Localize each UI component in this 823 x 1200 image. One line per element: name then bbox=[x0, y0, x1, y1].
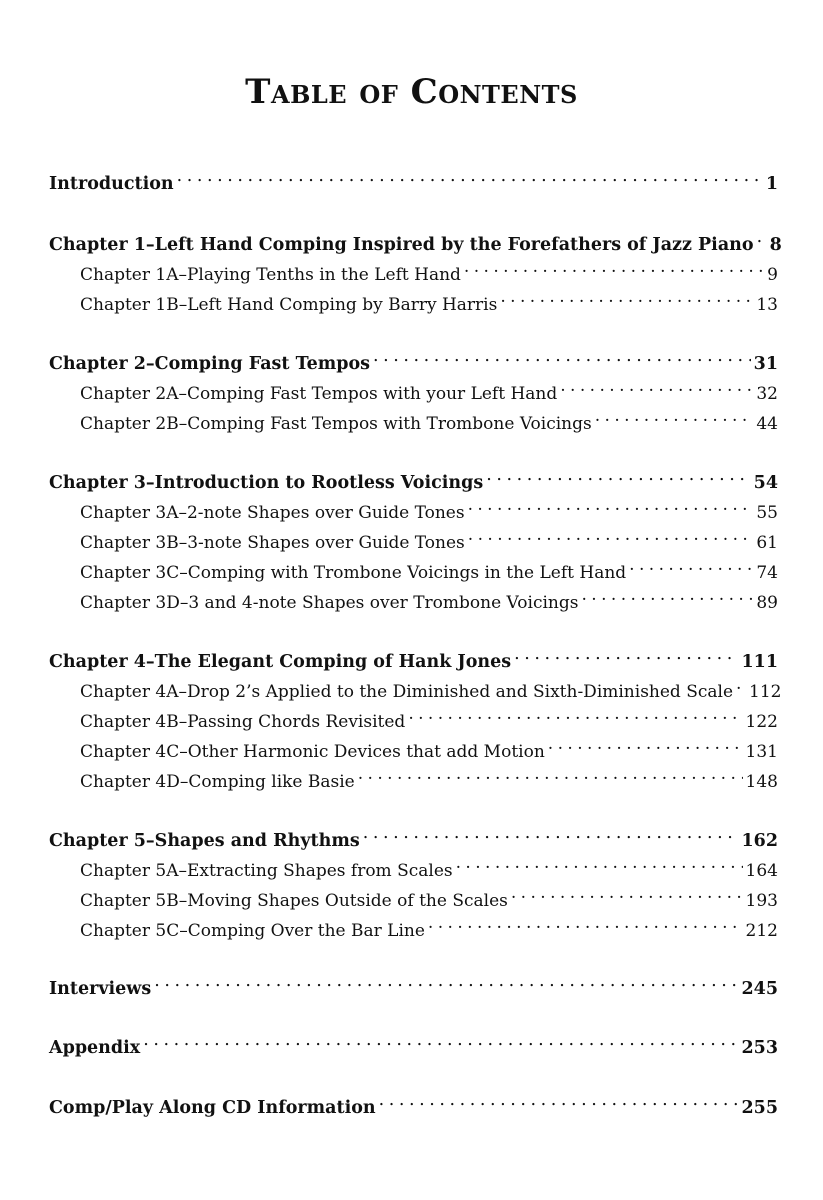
toc-entry-chapter-3b[interactable] bbox=[80, 522, 778, 553]
toc-entry-label: Chapter 2B–Comping Fast Tempos with Trombone Voicings bbox=[80, 414, 592, 434]
toc-entry-chapter-3[interactable] bbox=[49, 462, 778, 493]
toc-entry-chapter-1a[interactable] bbox=[80, 254, 778, 285]
leader-dots bbox=[154, 968, 738, 994]
toc-entry-label: Chapter 1B–Left Hand Comping by Barry Harris bbox=[80, 295, 498, 315]
toc-entry-page: 148 bbox=[745, 772, 778, 792]
toc-entry-label: Appendix bbox=[49, 1038, 141, 1058]
toc-entry-appendix[interactable] bbox=[49, 1027, 778, 1058]
toc-entry-page: 131 bbox=[745, 742, 778, 762]
toc-entry-label: Chapter 4D–Comping like Basie bbox=[80, 772, 355, 792]
toc-entry-label: Chapter 4B–Passing Chords Revisited bbox=[80, 712, 406, 732]
toc-entry-chapter-3d[interactable] bbox=[80, 582, 778, 613]
toc-entry-page: 122 bbox=[745, 712, 778, 732]
toc-entry-label: Chapter 5B–Moving Shapes Outside of the Scales bbox=[80, 891, 508, 911]
toc-entry-label: Chapter 3–Introduction to Rootless Voicings bbox=[49, 473, 484, 493]
toc-entry-cd-information[interactable] bbox=[49, 1087, 778, 1118]
leader-dots bbox=[373, 343, 751, 369]
toc-entry-page: 54 bbox=[753, 473, 778, 493]
toc-entry-chapter-4c[interactable] bbox=[80, 731, 778, 762]
toc-entry-label: Chapter 1–Left Hand Comping Inspired by the Forefathers of Jazz Piano bbox=[49, 235, 754, 255]
toc-entry-page: 74 bbox=[756, 563, 778, 583]
toc-entry-label: Comp/Play Along CD Information bbox=[49, 1098, 376, 1118]
toc-entry-page: 162 bbox=[741, 831, 778, 851]
toc-entry-page: 112 bbox=[749, 682, 782, 702]
toc-entry-page: 111 bbox=[741, 652, 778, 672]
toc-entry-chapter-3c[interactable] bbox=[80, 552, 778, 583]
toc-entry-chapter-4[interactable] bbox=[49, 641, 778, 672]
toc-entry-chapter-2a[interactable] bbox=[80, 373, 778, 404]
toc-entry-label: Chapter 1A–Playing Tenths in the Left Hand bbox=[80, 265, 461, 285]
leader-dots bbox=[581, 582, 753, 608]
toc-entry-chapter-5a[interactable] bbox=[80, 850, 778, 881]
toc-entry-label: Chapter 3A–2-note Shapes over Guide Tones bbox=[80, 503, 465, 523]
toc-entry-label: Interviews bbox=[49, 979, 152, 999]
leader-dots bbox=[548, 731, 743, 757]
toc-entry-label: Chapter 3C–Comping with Trombone Voicings in the Left Hand bbox=[80, 563, 627, 583]
leader-dots bbox=[595, 403, 754, 429]
toc-entry-page: 61 bbox=[756, 533, 778, 553]
toc-entry-label: Chapter 4A–Drop 2’s Applied to the Diminished and Sixth-Diminished Scale bbox=[80, 682, 734, 702]
toc-entry-chapter-4a[interactable] bbox=[80, 671, 782, 702]
leader-dots bbox=[358, 761, 743, 787]
toc-entry-label: Chapter 4C–Other Harmonic Devices that add Motion bbox=[80, 742, 545, 762]
toc-entry-page: 13 bbox=[756, 295, 778, 315]
leader-dots bbox=[468, 522, 754, 548]
toc-entry-label: Introduction bbox=[49, 174, 174, 194]
leader-dots bbox=[511, 880, 743, 906]
leader-dots bbox=[560, 373, 753, 399]
toc-entry-label: Chapter 4–The Elegant Comping of Hank Jones bbox=[49, 652, 512, 672]
toc-entry-page: 1 bbox=[765, 174, 778, 194]
toc-entry-label: Chapter 3D–3 and 4-note Shapes over Trombone Voicings bbox=[80, 593, 579, 613]
page-title: Table of Contents bbox=[245, 72, 578, 112]
toc-entry-chapter-5b[interactable] bbox=[80, 880, 778, 911]
toc-entry-page: 32 bbox=[756, 384, 778, 404]
toc-entry-page: 193 bbox=[745, 891, 778, 911]
toc-entry-chapter-2[interactable] bbox=[49, 343, 778, 374]
toc-entry-label: Chapter 5–Shapes and Rhythms bbox=[49, 831, 360, 851]
toc-entry-chapter-3a[interactable] bbox=[80, 492, 778, 523]
toc-entry-page: 255 bbox=[741, 1098, 778, 1118]
leader-dots bbox=[500, 284, 753, 310]
leader-dots bbox=[514, 641, 738, 667]
leader-dots bbox=[629, 552, 753, 578]
leader-dots bbox=[177, 163, 763, 189]
toc-entry-chapter-1[interactable] bbox=[49, 224, 782, 255]
toc-entry-page: 89 bbox=[756, 593, 778, 613]
toc-entry-page: 212 bbox=[745, 921, 778, 941]
toc-entry-page: 164 bbox=[745, 861, 778, 881]
toc-entry-label: Chapter 5A–Extracting Shapes from Scales bbox=[80, 861, 453, 881]
toc-entry-page: 9 bbox=[767, 265, 778, 285]
toc-entry-chapter-4b[interactable] bbox=[80, 701, 778, 732]
toc-entry-label: Chapter 3B–3-note Shapes over Guide Tones bbox=[80, 533, 465, 553]
toc-entry-chapter-2b[interactable] bbox=[80, 403, 778, 434]
toc-entry-page: 31 bbox=[753, 354, 778, 374]
toc-entry-page: 44 bbox=[756, 414, 778, 434]
toc-entry-page: 55 bbox=[756, 503, 778, 523]
toc-entry-introduction[interactable] bbox=[49, 163, 778, 194]
leader-dots bbox=[486, 462, 750, 488]
toc-entry-chapter-5c[interactable] bbox=[80, 910, 778, 941]
leader-dots bbox=[464, 254, 764, 280]
leader-dots bbox=[408, 701, 742, 727]
leader-dots bbox=[143, 1027, 738, 1053]
toc-entry-label: Chapter 5C–Comping Over the Bar Line bbox=[80, 921, 425, 941]
toc-entry-label: Chapter 2A–Comping Fast Tempos with your Left Hand bbox=[80, 384, 558, 404]
toc-entry-chapter-1b[interactable] bbox=[80, 284, 778, 315]
leader-dots bbox=[757, 224, 767, 250]
toc-entry-chapter-5[interactable] bbox=[49, 820, 778, 851]
toc-entry-page: 245 bbox=[741, 979, 778, 999]
leader-dots bbox=[428, 910, 743, 936]
leader-dots bbox=[468, 492, 754, 518]
leader-dots bbox=[363, 820, 739, 846]
toc-entry-interviews[interactable] bbox=[49, 968, 778, 999]
toc-entry-page: 253 bbox=[741, 1038, 778, 1058]
toc-entry-label: Chapter 2–Comping Fast Tempos bbox=[49, 354, 370, 374]
leader-dots bbox=[736, 671, 746, 697]
toc-entry-page: 8 bbox=[769, 235, 782, 255]
toc-entry-chapter-4d[interactable] bbox=[80, 761, 778, 792]
leader-dots bbox=[379, 1087, 739, 1113]
leader-dots bbox=[456, 850, 743, 876]
